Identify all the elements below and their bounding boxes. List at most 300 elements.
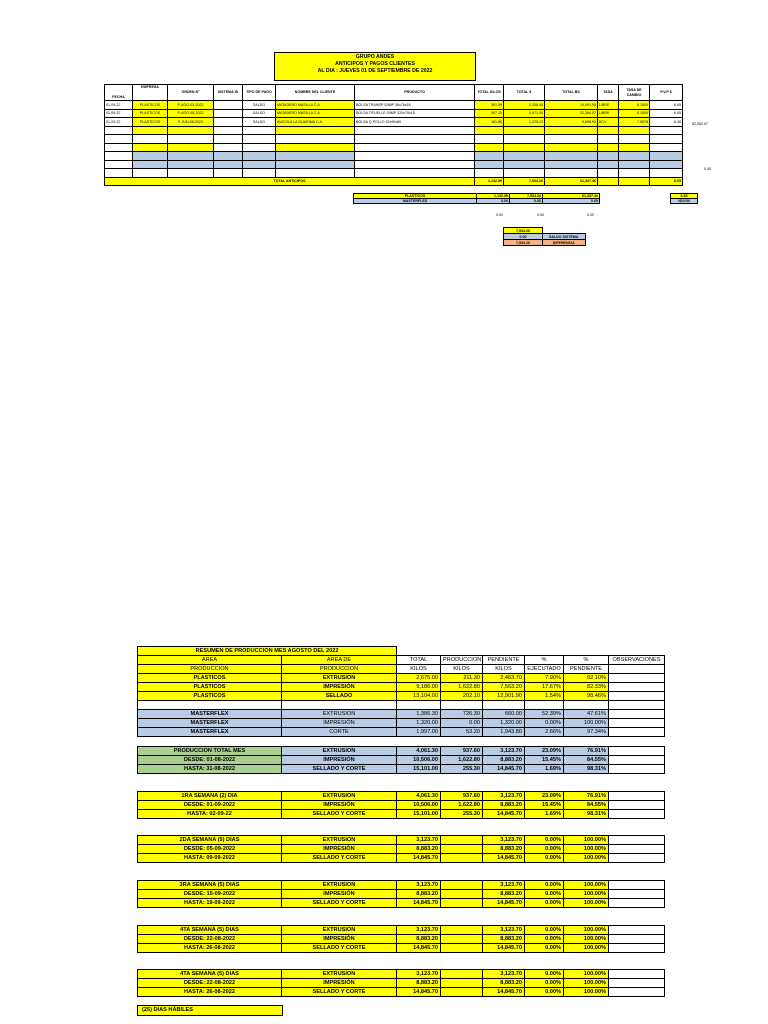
summary-cell: CORTE <box>282 728 397 737</box>
empty-row <box>105 126 683 135</box>
summary-cell <box>609 944 665 953</box>
empty-cell <box>619 177 650 186</box>
empty-cell <box>133 135 168 144</box>
summary-cell: 100.00% <box>564 854 609 863</box>
summary-cell: 1.54% <box>525 692 564 701</box>
summary-cell: 8,883.20 <box>397 890 441 899</box>
col-header: ORDEN Nº <box>168 85 214 101</box>
empty-cell <box>243 152 276 161</box>
anticipo-cell: 597.15 <box>475 109 504 118</box>
side-total-value: 82,062.07 <box>692 122 708 126</box>
summary-header: KILOS <box>483 665 525 674</box>
summary-cell: 14,845.70 <box>397 854 441 863</box>
empty-cell <box>619 160 650 169</box>
empty-cell <box>355 169 475 178</box>
summary-cell: 14,845.70 <box>483 810 525 819</box>
empty-cell <box>105 169 133 178</box>
summary-cell: 15.45% <box>525 756 564 765</box>
anticipo-cell: 8.1500 <box>619 101 650 110</box>
summary-cell: 100.00% <box>564 979 609 988</box>
empty-cell <box>355 160 475 169</box>
summary-cell: 82.33% <box>564 683 609 692</box>
recon-total: 7,534.26 <box>504 228 543 234</box>
summary-cell: 2,463.70 <box>483 674 525 683</box>
summary-cell: 1,622.80 <box>441 683 483 692</box>
empty-cell <box>545 143 598 152</box>
summary-cell: PLASTICOS <box>138 692 282 701</box>
summary-cell: 100.00% <box>564 899 609 908</box>
summary-cell: 100.00% <box>564 988 609 997</box>
summary-cell: 0.00 <box>441 719 483 728</box>
report-subtitle: ANTICIPOS Y PAGOS CLIENTES <box>335 61 415 67</box>
empty-cell <box>243 126 276 135</box>
summary-header: PENDIENTE <box>483 656 525 665</box>
empty-cell <box>650 135 683 144</box>
summary-cell: 13,104.00 <box>397 692 441 701</box>
empty-cell <box>598 143 619 152</box>
summary-cell <box>441 890 483 899</box>
summary-cell: 8,883.20 <box>483 801 525 810</box>
empty-cell <box>168 135 214 144</box>
summary-cell: 2DA SEMANA (5) DIAS <box>138 836 282 845</box>
summary-cell: 100.00% <box>564 926 609 935</box>
empty-cell <box>133 152 168 161</box>
diferencia-label: DIFERENCIA <box>543 240 586 246</box>
empty-cell <box>619 152 650 161</box>
empty-cell <box>243 169 276 178</box>
summary-row <box>138 692 665 701</box>
summary-cell: 14,845.70 <box>483 765 525 774</box>
anticipo-cell: 2,338.08 <box>504 101 545 110</box>
summary-cell: MASTERFLEX <box>138 719 282 728</box>
empty-cell <box>545 160 598 169</box>
summary-cell: EXTRUSION <box>282 836 397 845</box>
summary-cell <box>609 988 665 997</box>
summary-cell: 12,901.90 <box>483 692 525 701</box>
total-anticipos-value: 61,337.46 <box>545 177 598 186</box>
summary-cell <box>609 854 665 863</box>
total-anticipos-value: 7,534.26 <box>504 177 545 186</box>
summary-cell: DESDE: 01-08-2022 <box>138 756 282 765</box>
empty-cell <box>504 135 545 144</box>
summary-cell: 9,186.00 <box>397 683 441 692</box>
total-anticipos-label: TOTAL ANTICIPOS <box>105 177 475 186</box>
summary-block <box>137 791 665 819</box>
col-header: TOTAL BS <box>545 85 598 101</box>
summary-row <box>138 890 665 899</box>
blank-cell <box>483 647 525 656</box>
summary-header: AREA <box>138 656 282 665</box>
col-header: EMPRESA <box>133 85 168 101</box>
saldo-sistema-value: 0.00 <box>504 234 543 240</box>
blank-cell <box>397 701 441 710</box>
summary-cell: 211.30 <box>441 674 483 683</box>
summary-block <box>137 746 665 774</box>
summary-cell: 0.00% <box>525 881 564 890</box>
summary-cell: 0.00% <box>525 719 564 728</box>
empty-cell <box>105 143 133 152</box>
summary-row <box>138 747 665 756</box>
summary-row <box>138 845 665 854</box>
summary-cell: 726.30 <box>441 710 483 719</box>
summary-cell <box>441 926 483 935</box>
summary-cell: 0.00% <box>525 944 564 953</box>
summary-cell: PRODUCCION TOTAL MES <box>138 747 282 756</box>
summary-block <box>137 969 665 997</box>
empty-cell <box>105 160 133 169</box>
anticipo-cell: PLASTICOS <box>133 118 168 127</box>
summary-cell: HASTA: 02-09-22 <box>138 810 282 819</box>
empty-cell <box>475 126 504 135</box>
company-totals-table <box>353 193 698 204</box>
summary-cell: 14,845.70 <box>483 854 525 863</box>
summary-header <box>609 665 665 674</box>
summary-cell <box>609 719 665 728</box>
summary-cell: 1,386.30 <box>397 710 441 719</box>
summary-cell: IMPRESIÓN <box>282 979 397 988</box>
empty-cell <box>355 143 475 152</box>
summary-cell: EXTRUSION <box>282 792 397 801</box>
anticipo-cell: 3,971.05 <box>504 109 545 118</box>
summary-cell: 23.09% <box>525 792 564 801</box>
company-total-pvp: 6.65 <box>671 194 698 199</box>
anticipo-cell: 181.85 <box>475 118 504 127</box>
anticipos-header-row <box>105 85 683 101</box>
summary-cell: 8,883.20 <box>397 845 441 854</box>
summary-header: PRODUCCION <box>441 656 483 665</box>
summary-cell: 0.00% <box>525 970 564 979</box>
summary-cell: 100.00% <box>564 836 609 845</box>
summary-cell: SELLADO Y CORTE <box>282 765 397 774</box>
empty-cell <box>619 126 650 135</box>
summary-cell: DESDE: 22-08-2022 <box>138 979 282 988</box>
empty-cell <box>276 143 355 152</box>
summary-cell <box>609 935 665 944</box>
summary-cell: 14,845.70 <box>483 988 525 997</box>
summary-cell <box>441 970 483 979</box>
anticipo-cell: 6.65 <box>650 109 683 118</box>
empty-cell <box>619 135 650 144</box>
anticipo-cell: SALDO <box>243 101 276 110</box>
summary-cell: 3,123.70 <box>397 926 441 935</box>
empty-cell <box>475 143 504 152</box>
summary-cell: 8,883.20 <box>397 979 441 988</box>
summary-cell: SELLADO Y CORTE <box>282 854 397 863</box>
summary-cell: 7,563.20 <box>483 683 525 692</box>
summary-block <box>137 835 665 863</box>
col-header: TOTAL KILOS <box>475 85 504 101</box>
col-header: NOMBRE DEL CLIENTE <box>276 85 355 101</box>
summary-cell: SELLADO <box>282 692 397 701</box>
zero-value: 0.00 <box>537 213 544 217</box>
summary-cell: 98.31% <box>564 765 609 774</box>
anticipo-cell: 32,364.07 <box>545 109 598 118</box>
company-total-cell: PLASTICOS <box>354 194 477 199</box>
anticipo-row <box>105 109 683 118</box>
col-header: P.V.P $ <box>650 85 683 101</box>
summary-cell: 3,123.70 <box>483 792 525 801</box>
empty-cell <box>598 126 619 135</box>
summary-cell: EXTRUSION <box>282 926 397 935</box>
summary-row <box>138 674 665 683</box>
summary-row <box>138 881 665 890</box>
empty-cell <box>214 135 243 144</box>
summary-cell: HASTA: 19-09-2022 <box>138 899 282 908</box>
reconciliation-table <box>503 227 586 246</box>
summary-cell: 3,123.70 <box>483 881 525 890</box>
company-total-cell: 0.00 <box>543 199 600 204</box>
empty-cell <box>650 169 683 178</box>
empty-row <box>105 143 683 152</box>
summary-row <box>138 988 665 997</box>
summary-cell: 1,622.80 <box>441 801 483 810</box>
summary-cell: 8,883.20 <box>483 979 525 988</box>
company-total-cell: 7,534.26 <box>510 194 543 199</box>
summary-cell: IMPRESIÓN <box>282 719 397 728</box>
col-header: TASA DE CAMBIO <box>619 85 650 101</box>
summary-cell <box>441 836 483 845</box>
anticipo-cell: 19,091.99 <box>545 101 598 110</box>
empty-cell <box>276 160 355 169</box>
summary-row <box>138 683 665 692</box>
empty-cell <box>545 169 598 178</box>
summary-cell: 98.46% <box>564 692 609 701</box>
blank-cell <box>564 647 609 656</box>
summary-cell: EXTRUSION <box>282 881 397 890</box>
summary-cell: 937.60 <box>441 747 483 756</box>
blank-cell <box>564 701 609 710</box>
summary-header: KILOS <box>397 665 441 674</box>
empty-cell <box>504 169 545 178</box>
empty-cell <box>276 126 355 135</box>
anticipo-cell: PLASTICOS <box>133 101 168 110</box>
summary-cell: 100.00% <box>564 845 609 854</box>
summary-row <box>138 970 665 979</box>
summary-cell: 1,622.80 <box>441 756 483 765</box>
summary-header-row <box>138 665 665 674</box>
summary-row <box>138 756 665 765</box>
summary-cell: 15.45% <box>525 801 564 810</box>
summary-row <box>138 801 665 810</box>
summary-cell: 3,123.70 <box>483 836 525 845</box>
summary-cell <box>609 810 665 819</box>
summary-cell: SELLADO Y CORTE <box>282 944 397 953</box>
empty-cell <box>545 126 598 135</box>
summary-cell: 52.39% <box>525 710 564 719</box>
summary-header: EJECUTADO <box>525 665 564 674</box>
diferencia-value: 7,534.26 <box>504 240 543 246</box>
summary-cell: EXTRUSION <box>282 970 397 979</box>
summary-cell <box>609 756 665 765</box>
summary-cell <box>609 890 665 899</box>
summary-cell: 4TA SEMANA (5) DIAS <box>138 970 282 979</box>
summary-cell: 0.00% <box>525 935 564 944</box>
empty-cell <box>475 169 504 178</box>
empty-cell <box>598 177 619 186</box>
summary-cell: 3,123.70 <box>397 881 441 890</box>
empty-cell <box>650 143 683 152</box>
empty-cell <box>276 169 355 178</box>
summary-row <box>138 836 665 845</box>
empty-cell <box>133 169 168 178</box>
anticipos-table <box>104 84 683 186</box>
empty-cell <box>355 152 475 161</box>
summary-cell: 17.67% <box>525 683 564 692</box>
summary-cell: 23.09% <box>525 747 564 756</box>
summary-cell: 15,101.00 <box>397 810 441 819</box>
summary-cell: 14,845.70 <box>483 944 525 953</box>
summary-cell: 0.00% <box>525 899 564 908</box>
summary-cell: 8,883.20 <box>483 845 525 854</box>
empty-cell <box>133 143 168 152</box>
empty-cell <box>168 160 214 169</box>
empty-cell <box>355 135 475 144</box>
summary-cell: 2,675.00 <box>397 674 441 683</box>
summary-cell: 100.00% <box>564 970 609 979</box>
empty-cell <box>214 152 243 161</box>
summary-cell <box>441 988 483 997</box>
summary-cell: 1,997.00 <box>397 728 441 737</box>
summary-cell: 1,943.80 <box>483 728 525 737</box>
anticipo-cell: 01-09-22 <box>105 118 133 127</box>
summary-cell: HASTA: 26-08-2022 <box>138 944 282 953</box>
summary-cell: HASTA: 31-08-2022 <box>138 765 282 774</box>
empty-cell <box>105 135 133 144</box>
summary-cell: 937.60 <box>441 792 483 801</box>
empty-cell <box>276 152 355 161</box>
summary-row <box>138 899 665 908</box>
summary-cell <box>609 747 665 756</box>
summary-cell: 0.00% <box>525 988 564 997</box>
summary-cell: 14,845.70 <box>397 988 441 997</box>
summary-cell: 14,845.70 <box>483 899 525 908</box>
summary-cell: 7.90% <box>525 674 564 683</box>
empty-cell <box>475 135 504 144</box>
company-total-pvp: #DIV/0! <box>671 199 698 204</box>
summary-cell: 4,061.30 <box>397 792 441 801</box>
company-total-cell: MASTERFLEX <box>354 199 477 204</box>
summary-cell: 14,845.70 <box>397 944 441 953</box>
zero-value: 0.00 <box>496 213 503 217</box>
blank-cell <box>441 647 483 656</box>
summary-cell: 76.91% <box>564 792 609 801</box>
summary-cell <box>609 899 665 908</box>
summary-cell: 0.00% <box>525 926 564 935</box>
summary-cell: PLASTICOS <box>138 674 282 683</box>
summary-cell: 1,320.00 <box>397 719 441 728</box>
summary-cell: 202.10 <box>441 692 483 701</box>
summary-cell <box>441 854 483 863</box>
summary-cell: 100.00% <box>564 881 609 890</box>
spacer-cell <box>600 199 671 204</box>
summary-cell: 3,123.70 <box>483 970 525 979</box>
summary-cell: 1,320.00 <box>483 719 525 728</box>
total-anticipos-value: 1,132.59 <box>475 177 504 186</box>
anticipo-cell <box>214 109 243 118</box>
empty-cell <box>133 160 168 169</box>
company-total-cell: 1,132.59 <box>477 194 510 199</box>
empty-cell <box>276 135 355 144</box>
summary-cell: DESDE: 15-09-2022 <box>138 890 282 899</box>
saldo-sistema-label: SALDO SISTEMA <box>543 234 586 240</box>
anticipo-cell <box>214 118 243 127</box>
summary-cell: 4TA SEMANA (5) DIAS <box>138 926 282 935</box>
summary-cell <box>609 728 665 737</box>
summary-cell <box>609 792 665 801</box>
summary-cell: IMPRESIÓN <box>282 845 397 854</box>
company-total-cell: 61,337.46 <box>543 194 600 199</box>
summary-cell <box>609 979 665 988</box>
anticipo-cell: BCV <box>598 118 619 127</box>
anticipo-cell: PLASTICOS <box>133 109 168 118</box>
empty-row <box>105 160 683 169</box>
blank-cell <box>282 701 397 710</box>
anticipo-cell: 9,698.90 <box>545 118 598 127</box>
anticipo-cell: SALDO <box>243 109 276 118</box>
summary-cell: 0.00% <box>525 854 564 863</box>
summary-title-row <box>138 647 665 656</box>
summary-cell: 10,506.00 <box>397 756 441 765</box>
anticipo-cell: AVICOLA LA GUARIMA C.A. <box>276 118 355 127</box>
summary-cell: 8,883.20 <box>483 756 525 765</box>
empty-cell <box>598 169 619 178</box>
anticipo-cell: SALDO <box>243 118 276 127</box>
summary-cell <box>609 970 665 979</box>
summary-cell: 53.20 <box>441 728 483 737</box>
total-anticipos-row <box>105 177 683 186</box>
summary-cell <box>609 881 665 890</box>
summary-cell: DESDE: 05-09-2022 <box>138 845 282 854</box>
col-header: TIPO DE PAGO <box>243 85 276 101</box>
company-name: GRUPO ANDES <box>355 54 395 60</box>
anticipo-cell: BOLSA TRANSP S/IMP 36x76x18 <box>355 101 475 110</box>
anticipo-cell: BOLSA Q POLLO 32x90x80 <box>355 118 475 127</box>
empty-row <box>105 152 683 161</box>
blank-cell <box>397 647 441 656</box>
company-total-row <box>354 199 698 204</box>
empty-cell <box>475 152 504 161</box>
anticipo-row <box>105 101 683 110</box>
summary-cell <box>441 944 483 953</box>
summary-cell <box>609 836 665 845</box>
empty-cell <box>214 143 243 152</box>
blank-cell <box>609 701 665 710</box>
empty-row <box>105 135 683 144</box>
summary-row <box>138 854 665 863</box>
summary-cell: 1.69% <box>525 810 564 819</box>
summary-row <box>138 719 665 728</box>
summary-cell: 660.00 <box>483 710 525 719</box>
empty-cell <box>168 143 214 152</box>
summary-cell <box>609 801 665 810</box>
anticipo-cell: P-AGO-03-2022 <box>168 101 214 110</box>
summary-cell: MASTERFLEX <box>138 710 282 719</box>
summary-cell <box>609 765 665 774</box>
anticipo-cell: 6.48 <box>650 118 683 127</box>
summary-cell: 84.55% <box>564 801 609 810</box>
summary-cell: 255.30 <box>441 810 483 819</box>
summary-row <box>138 710 665 719</box>
summary-cell: EXTRUSION <box>282 747 397 756</box>
blank-cell <box>525 647 564 656</box>
summary-cell: 255.30 <box>441 765 483 774</box>
blank-cell <box>441 701 483 710</box>
empty-cell <box>214 160 243 169</box>
summary-row <box>138 979 665 988</box>
anticipo-row <box>105 118 683 127</box>
summary-cell: PLASTICOS <box>138 683 282 692</box>
summary-header: PENDIENTE <box>564 665 609 674</box>
